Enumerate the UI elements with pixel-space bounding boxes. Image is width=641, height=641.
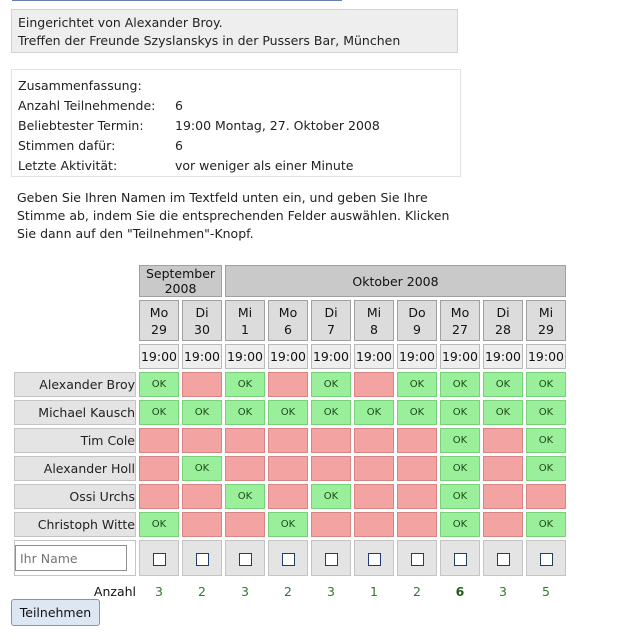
day-weekday: Mo	[278, 304, 298, 320]
day-number: 28	[495, 321, 511, 337]
vote-checkbox-cell	[397, 540, 437, 576]
vote-yes-cell: OK	[268, 512, 308, 537]
top-divider	[12, 0, 342, 1]
participate-button[interactable]: Teilnehmen	[11, 599, 100, 626]
summary-row-activity	[18, 156, 454, 176]
day-number: 29	[151, 321, 167, 337]
participant-row	[14, 484, 566, 509]
day-weekday: Mi	[366, 304, 382, 320]
creator-line: Eingerichtet von Alexander Broy.	[18, 15, 223, 30]
instructions-text: Geben Sie Ihren Namen im Textfeld unten ein, und geben Sie Ihre Stimme ab, indem Sie die entsprechenden Felder auswählen. Klicken Sie dann auf den "Teilnehmen"-Knopf.	[17, 190, 450, 241]
vote-checkbox-cell	[526, 540, 566, 576]
participant-name: Ossi Urchs	[14, 484, 136, 509]
vote-yes-cell: OK	[268, 400, 308, 425]
vote-yes-cell: OK	[483, 400, 523, 425]
vote-count: 2	[284, 583, 292, 599]
vote-yes-cell: OK	[526, 456, 566, 481]
vote-checkbox-cell	[483, 540, 523, 576]
month-header: Oktober 2008	[225, 265, 566, 297]
vote-count: 1	[370, 583, 378, 599]
participant-row	[14, 400, 566, 425]
day-weekday: Mo	[450, 304, 470, 320]
vote-yes-cell: OK	[397, 400, 437, 425]
count-label: Anzahl	[93, 583, 136, 599]
vote-no-cell	[311, 456, 351, 481]
day-number: 29	[538, 321, 554, 337]
vote-no-cell	[182, 512, 222, 537]
summary-row-votes	[18, 136, 454, 156]
vote-no-cell	[526, 484, 566, 509]
vote-yes-cell: OK	[225, 372, 265, 397]
time-slot: 19:00	[483, 344, 523, 369]
summary-heading: Zusammenfassung:	[18, 78, 142, 93]
vote-yes-cell: OK	[311, 484, 351, 509]
time-slot: 19:00	[311, 344, 351, 369]
day-weekday: Di	[195, 304, 209, 320]
day-header	[440, 300, 480, 341]
vote-count: 5	[542, 583, 550, 599]
summary-value: vor weniger als einer Minute	[175, 158, 354, 173]
participant-row	[14, 512, 566, 537]
day-weekday: Do	[408, 304, 426, 320]
vote-checkbox-cell	[182, 540, 222, 576]
participant-name: Tim Cole	[14, 428, 136, 453]
vote-count: 3	[499, 583, 507, 599]
vote-checkbox[interactable]	[540, 553, 553, 566]
vote-no-cell	[225, 512, 265, 537]
vote-checkbox-cell	[139, 540, 179, 576]
vote-count: 3	[155, 583, 163, 599]
vote-no-cell	[139, 428, 179, 453]
day-header	[139, 300, 179, 341]
time-slot: 19:00	[397, 344, 437, 369]
day-header	[483, 300, 523, 341]
time-slot: 19:00	[225, 344, 265, 369]
time-row	[14, 344, 566, 369]
vote-checkbox[interactable]	[368, 553, 381, 566]
day-header	[268, 300, 308, 341]
day-header	[225, 300, 265, 341]
vote-checkbox[interactable]	[239, 553, 252, 566]
day-header	[526, 300, 566, 341]
summary-row-participants	[18, 96, 454, 116]
vote-yes-cell: OK	[397, 372, 437, 397]
vote-no-cell	[354, 428, 394, 453]
day-number: 8	[370, 321, 378, 337]
vote-no-cell	[397, 428, 437, 453]
vote-checkbox-cell	[440, 540, 480, 576]
summary-box	[11, 69, 461, 177]
time-slot: 19:00	[526, 344, 566, 369]
day-number: 1	[241, 321, 249, 337]
vote-no-cell	[354, 512, 394, 537]
vote-checkbox[interactable]	[325, 553, 338, 566]
vote-yes-cell: OK	[440, 484, 480, 509]
participant-name: Michael Kausch	[14, 400, 136, 425]
vote-no-cell	[268, 428, 308, 453]
month-header-row	[14, 265, 566, 297]
participant-name: Alexander Broy	[14, 372, 136, 397]
day-header	[182, 300, 222, 341]
summary-value: 6	[175, 138, 183, 153]
time-slot: 19:00	[268, 344, 308, 369]
event-info-box	[11, 9, 458, 53]
vote-no-cell	[268, 456, 308, 481]
time-slot: 19:00	[182, 344, 222, 369]
vote-yes-cell: OK	[526, 428, 566, 453]
vote-no-cell	[397, 484, 437, 509]
participant-row	[14, 428, 566, 453]
vote-count: 2	[413, 583, 421, 599]
vote-checkbox-cell	[268, 540, 308, 576]
month-header: September 2008	[139, 265, 222, 297]
vote-no-cell	[311, 428, 351, 453]
vote-no-cell	[354, 484, 394, 509]
vote-yes-cell: OK	[440, 428, 480, 453]
vote-no-cell	[139, 484, 179, 509]
day-weekday: Di	[496, 304, 510, 320]
day-number: 27	[452, 321, 468, 337]
day-number: 30	[194, 321, 210, 337]
summary-value: 6	[175, 98, 183, 113]
vote-no-cell	[139, 456, 179, 481]
vote-count: 2	[198, 583, 206, 599]
vote-yes-cell: OK	[311, 372, 351, 397]
vote-no-cell	[397, 512, 437, 537]
vote-no-cell	[354, 456, 394, 481]
vote-no-cell	[311, 512, 351, 537]
vote-checkbox-cell	[225, 540, 265, 576]
vote-no-cell	[483, 456, 523, 481]
vote-yes-cell: OK	[483, 372, 523, 397]
corner-cell	[14, 344, 136, 369]
day-header	[354, 300, 394, 341]
vote-no-cell	[483, 428, 523, 453]
poll-table	[11, 262, 569, 606]
day-header-row	[14, 300, 566, 341]
vote-yes-cell: OK	[526, 400, 566, 425]
time-slot: 19:00	[440, 344, 480, 369]
day-weekday: Di	[324, 304, 338, 320]
vote-yes-cell: OK	[354, 400, 394, 425]
vote-yes-cell: OK	[139, 400, 179, 425]
summary-label: Stimmen dafür:	[18, 138, 116, 153]
vote-no-cell	[483, 484, 523, 509]
vote-yes-cell: OK	[182, 400, 222, 425]
name-input[interactable]	[15, 545, 127, 571]
vote-yes-cell: OK	[440, 512, 480, 537]
day-number: 6	[284, 321, 292, 337]
time-slot: 19:00	[354, 344, 394, 369]
summary-row-popular	[18, 116, 454, 136]
new-vote-row	[14, 540, 566, 576]
vote-yes-cell: OK	[182, 456, 222, 481]
vote-yes-cell: OK	[440, 456, 480, 481]
vote-checkbox-cell	[354, 540, 394, 576]
vote-yes-cell: OK	[311, 400, 351, 425]
vote-yes-cell: OK	[139, 512, 179, 537]
vote-yes-cell: OK	[225, 400, 265, 425]
vote-checkbox[interactable]	[153, 553, 166, 566]
vote-yes-cell: OK	[440, 372, 480, 397]
vote-count: 3	[241, 583, 249, 599]
day-header	[311, 300, 351, 341]
vote-yes-cell: OK	[139, 372, 179, 397]
vote-no-cell	[225, 428, 265, 453]
vote-checkbox[interactable]	[282, 553, 295, 566]
day-header	[397, 300, 437, 341]
participant-row	[14, 372, 566, 397]
participant-name: Alexander Holl	[14, 456, 136, 481]
participant-row	[14, 456, 566, 481]
summary-label: Beliebtester Termin:	[18, 118, 144, 133]
vote-no-cell	[182, 484, 222, 509]
vote-no-cell	[225, 456, 265, 481]
vote-no-cell	[268, 372, 308, 397]
corner-cell	[14, 300, 136, 341]
summary-label: Anzahl Teilnehmende:	[18, 98, 156, 113]
vote-checkbox[interactable]	[196, 553, 209, 566]
day-weekday: Mi	[538, 304, 554, 320]
vote-yes-cell: OK	[526, 372, 566, 397]
vote-no-cell	[182, 428, 222, 453]
vote-yes-cell: OK	[526, 512, 566, 537]
vote-checkbox[interactable]	[454, 553, 467, 566]
summary-value: 19:00 Montag, 27. Oktober 2008	[175, 118, 380, 133]
name-input-cell	[14, 540, 136, 576]
day-number: 7	[327, 321, 335, 337]
summary-label: Letzte Aktivität:	[18, 158, 118, 173]
vote-no-cell	[397, 456, 437, 481]
vote-count: 3	[327, 583, 335, 599]
event-title: Treffen der Freunde Szyslanskys in der Pussers Bar, München	[18, 33, 401, 48]
vote-yes-cell: OK	[225, 484, 265, 509]
participant-name: Christoph Witte	[14, 512, 136, 537]
corner-cell	[14, 265, 136, 297]
vote-checkbox-cell	[311, 540, 351, 576]
vote-checkbox[interactable]	[411, 553, 424, 566]
vote-yes-cell: OK	[440, 400, 480, 425]
vote-count: 6	[455, 583, 465, 599]
vote-no-cell	[483, 512, 523, 537]
day-weekday: Mo	[149, 304, 169, 320]
time-slot: 19:00	[139, 344, 179, 369]
vote-no-cell	[182, 372, 222, 397]
vote-checkbox[interactable]	[497, 553, 510, 566]
day-weekday: Mi	[237, 304, 253, 320]
vote-no-cell	[268, 484, 308, 509]
vote-no-cell	[354, 372, 394, 397]
day-number: 9	[413, 321, 421, 337]
